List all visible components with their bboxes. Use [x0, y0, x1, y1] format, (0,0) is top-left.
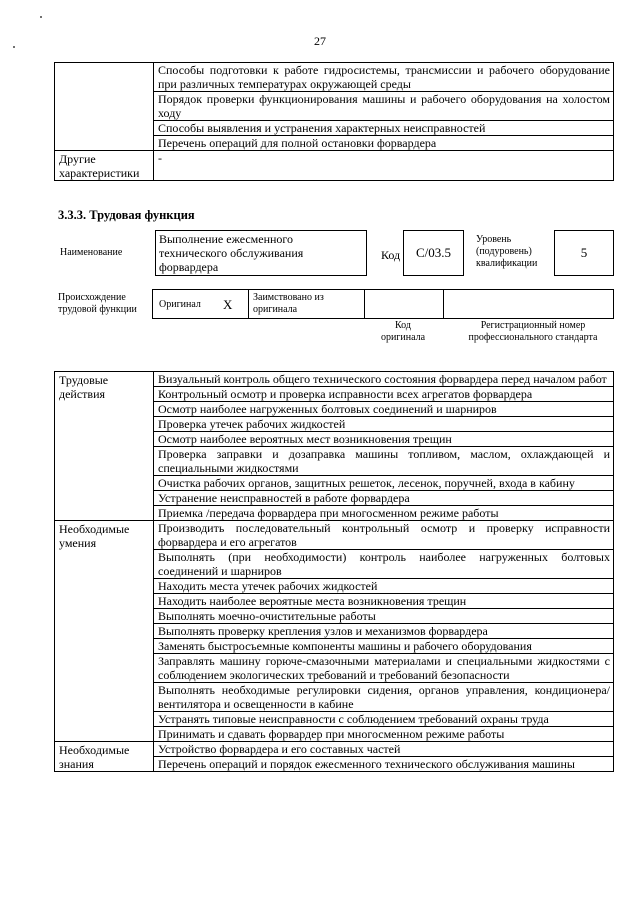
table-cell: Способы выявления и устранения характерных неисправностей [154, 121, 614, 136]
table-cell: Производить последовательный контрольный осмотр и проверку исправности форвардера и его агрегатов [154, 521, 614, 550]
table-row [55, 63, 614, 92]
table-cell: Выполнять необходимые регулировки сидения, органов управления, кондиционера/вентилятора и освещенности в кабине [154, 683, 614, 712]
group-label-knowledge: Необходимые знания [55, 742, 154, 772]
other-characteristics-value: - [154, 151, 614, 181]
table-cell: Способы подготовки к работе гидросистемы, трансмиссии и рабочего оборудование при различных температурах окружающей среды [154, 63, 614, 92]
table-row [55, 521, 614, 550]
table-cell: Проверка утечек рабочих жидкостей [154, 417, 614, 432]
table-row [55, 151, 614, 181]
table-cell: Находить наиболее вероятные места возникновения трещин [154, 594, 614, 609]
original-label: Оригинал [159, 299, 201, 310]
table-cell: Устройство форвардера и его составных частей [154, 742, 614, 757]
table-cell: Заправлять машину горюче-смазочными материалами и специальными жидкостями с соблюдением экологических требований и требований безопасности [154, 654, 614, 683]
divider [248, 290, 249, 318]
scan-speck [13, 46, 15, 48]
code-box [403, 230, 464, 276]
group-label-skills: Необходимые умения [55, 521, 154, 742]
code-label: Код [381, 248, 401, 262]
table-cell: Принимать и сдавать форвардер при многосменном режиме работы [154, 727, 614, 742]
origin-row [152, 289, 614, 319]
name-label: Наименование [60, 247, 123, 258]
level-box [554, 230, 614, 276]
group-label-actions: Трудовые действия [55, 372, 154, 521]
top-knowledge-table [54, 62, 614, 181]
row-label [55, 63, 154, 151]
divider [443, 290, 444, 318]
table-cell: Перечень операций и порядок ежесменного технического обслуживания машины [154, 757, 614, 772]
name-value-box [155, 230, 367, 276]
table-cell: Визуальный контроль общего технического состояния форвардера перед началом работ [154, 372, 614, 387]
original-mark: X [223, 297, 233, 312]
level-value: 5 [580, 245, 588, 260]
section-title: 3.3.3. Трудовая функция [58, 208, 195, 222]
table-row [55, 742, 614, 757]
table-cell: Осмотр наиболее нагруженных болтовых соединений и шарниров [154, 402, 614, 417]
function-name: Выполнение ежесменного технического обслуживания форвардера [159, 232, 304, 274]
table-cell: Находить места утечек рабочих жидкостей [154, 579, 614, 594]
other-characteristics-label: Другие характеристики [55, 151, 154, 181]
table-cell: Выполнять проверку крепления узлов и механизмов форвардера [154, 624, 614, 639]
table-cell: Контрольный осмотр и проверка исправности всех агрегатов форвардера [154, 387, 614, 402]
table-cell: Устранение неисправностей в работе форвардера [154, 491, 614, 506]
table-cell: Очистка рабочих органов, защитных решеток, лесенок, поручней, входа в кабину [154, 476, 614, 491]
table-cell: Порядок проверки функционирования машины и рабочего оборудования на холостом ходу [154, 92, 614, 121]
divider [364, 290, 365, 318]
code-value: C/03.5 [415, 245, 452, 260]
borrowed-label: Заимствовано из оригинала [253, 292, 324, 315]
table-row [55, 372, 614, 387]
scan-speck [40, 16, 42, 18]
table-cell: Осмотр наиболее вероятных мест возникновения трещин [154, 432, 614, 447]
table-cell: Заменять быстросъемные компоненты машины и рабочего оборудования [154, 639, 614, 654]
origin-label: Происхождение трудовой функции [58, 292, 137, 315]
page-number: 27 [314, 34, 326, 48]
table-cell: Перечень операций для полной остановки форвардера [154, 136, 614, 151]
labor-function-table [54, 371, 614, 772]
table-cell: Приемка /передача форвардера при многосменном режиме работы [154, 506, 614, 521]
table-cell: Выполнять моечно-очистительные работы [154, 609, 614, 624]
table-cell: Проверка заправки и дозаправка машины топливом, маслом, охлаждающей и специальными жидкостями [154, 447, 614, 476]
level-label: Уровень (подуровень) квалификации [476, 234, 538, 269]
reg-number-caption: Регистрационный номер профессионального стандарта [468, 320, 598, 343]
code-original-caption: Код оригинала [380, 320, 426, 343]
table-cell: Устранять типовые неисправности с соблюдением требований охраны труда [154, 712, 614, 727]
table-cell: Выполнять (при необходимости) контроль наиболее нагруженных болтовых соединений и шарниров [154, 550, 614, 579]
